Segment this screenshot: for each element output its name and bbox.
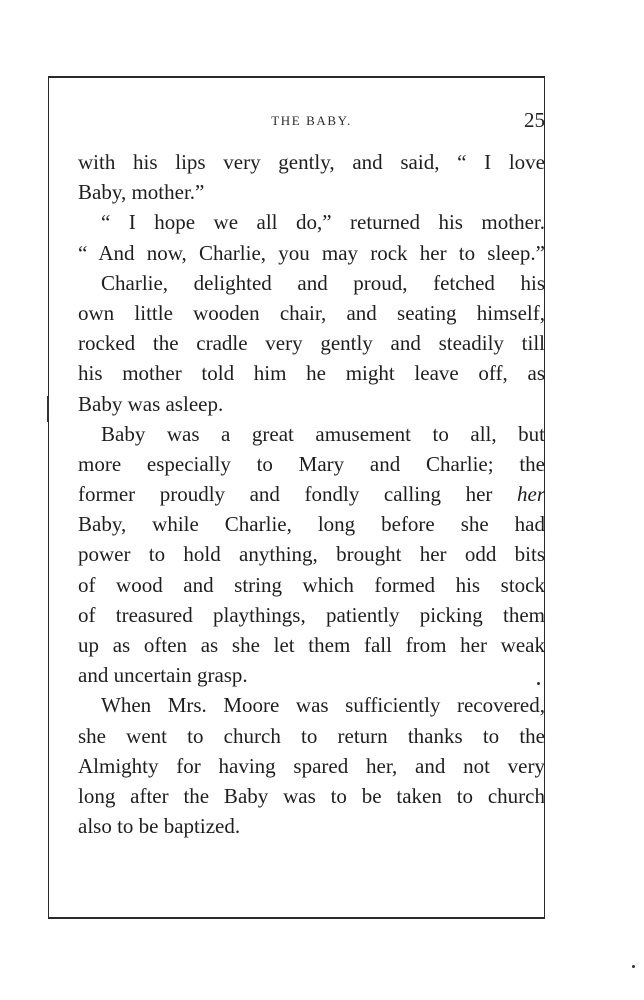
margin-mark xyxy=(47,396,49,422)
emphasis-word: her xyxy=(517,482,545,507)
text-line: Baby, mother.” xyxy=(78,180,205,205)
text-line: she went to church to return thanks to the xyxy=(78,723,545,748)
text-line: and uncertain grasp. xyxy=(78,663,248,688)
text-line: Baby was a great amusement to all, but xyxy=(101,421,545,446)
text-line: rocked the cradle very gently and steadily till xyxy=(78,331,545,356)
text-line: “ I hope we all do,” returned his mother. xyxy=(101,210,545,235)
running-head: THE BABY. xyxy=(271,113,352,128)
text-line: power to hold anything, brought her odd bits xyxy=(78,542,545,567)
text-line: When Mrs. Moore was sufficiently recovered, xyxy=(101,693,545,718)
text-line: of wood and string which formed his stock xyxy=(78,572,545,597)
text-line: with his lips very gently, and said, “ I love xyxy=(78,150,545,174)
text-line: his mother told him he might leave off, as xyxy=(78,361,545,386)
page-number: 25 xyxy=(524,108,545,132)
text-line: up as often as she let them fall from her weak xyxy=(78,633,545,657)
text-line: Charlie, delighted and proud, fetched his xyxy=(101,270,545,295)
text-line: also to be baptized. xyxy=(78,814,241,839)
text-line xyxy=(78,479,545,509)
page-header xyxy=(78,108,545,132)
text-line: Baby was asleep. xyxy=(78,391,224,416)
text-line: Almighty for having spared her, and not very xyxy=(78,753,545,778)
text-line-part: former proudly and fondly calling her xyxy=(78,482,493,507)
text-line: more especially to Mary and Charlie; the xyxy=(78,451,545,476)
body-text xyxy=(78,147,545,841)
text-line: long after the Baby was to be taken to church xyxy=(78,783,545,808)
text-line: own little wooden chair, and seating himself, xyxy=(78,300,545,325)
print-speck xyxy=(632,965,635,968)
text-line: “ And now, Charlie, you may rock her to sleep.” xyxy=(78,240,545,265)
text-line: of treasured playthings, patiently picking them xyxy=(78,602,545,627)
text-line: Baby, while Charlie, long before she had xyxy=(78,512,545,537)
